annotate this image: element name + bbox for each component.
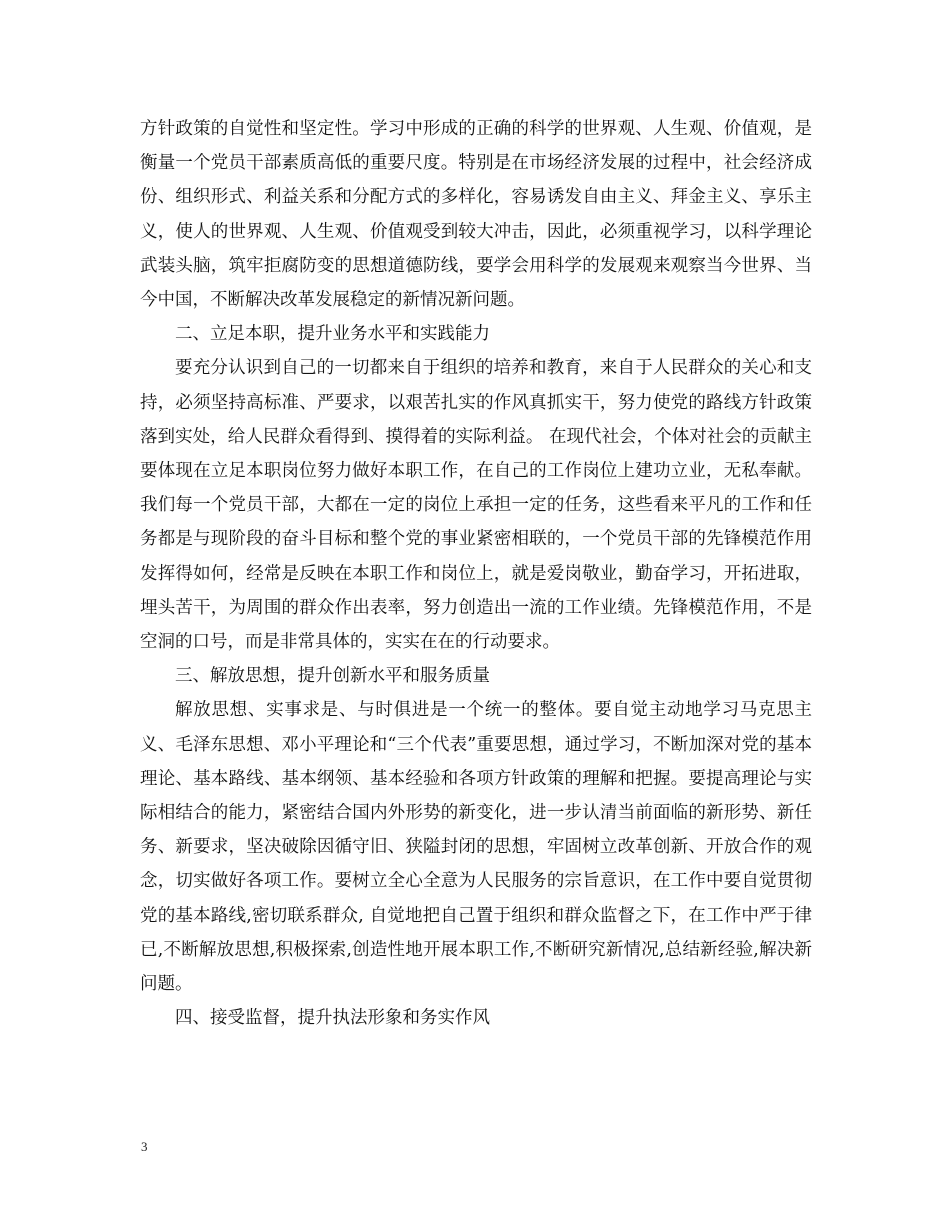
paragraph-continuation: 方针政策的自觉性和坚定性。学习中形成的正确的科学的世界观、人生观、价值观，是衡量一个党员干部素质高低的重要尺度。特别是在市场经济发展的过程中，社会经济成份、组织形式、利益关系和分配方式的多样化，容易诱发自由主义、拜金主义、享乐主义，使人的世界观、人生观、价值观受到较大冲击，因此，必须重视学习，以科学理论武装头脑，筑牢拒腐防变的思想道德防线，要学会用科学的发展观来观察当今世界、当今中国，不断解决改革发展稳定的新情况新问题。 [140,119,812,311]
document-body [140,112,812,1035]
section-heading-4: 四、接受监督，提升执法形象和务实作风 [175,1008,490,1029]
paragraph-section-2: 要充分认识到自己的一切都来自于组织的培养和教育，来自于人民群众的关心和支持，必须坚持高标准、严要求，以艰苦扎实的作风真抓实干，努力使党的路线方针政策落到实处，给人民群众看得到、摸得着的实际利益。 在现代社会，个体对社会的贡献主要体现在立足本职岗位努力做好本职工作，在自己的工作岗位上建功立业，无私奉献。我们每一个党员干部，大都在一定的岗位上承担一定的任务，这些看来平凡的工作和任务都是与现阶段的奋斗目标和整个党的事业紧密相联的，一个党员干部的先锋模范作用发挥得如何，经常是反映在本职工作和岗位上，就是爱岗敬业，勤奋学习，开拓进取，埋头苦干，为周围的群众作出表率，努力创造出一流的工作业绩。先锋模范作用，不是空洞的口号，而是非常具体的，实实在在的行动要求。 [140,358,812,653]
section-heading-2: 二、立足本职，提升业务水平和实践能力 [175,324,490,345]
section-heading-3: 三、解放思想，提升创新水平和服务质量 [175,666,490,687]
paragraph-section-3: 解放思想、实事求是、与时俱进是一个统一的整体。要自觉主动地学习马克思主义、毛泽东思想、邓小平理论和“三个代表”重要思想，通过学习，不断加深对党的基本理论、基本路线、基本纲领、基本经验和各项方针政策的理解和把握。要提高理论与实际相结合的能力，紧密结合国内外形势的新变化，进一步认清当前面临的新形势、新任务、新要求，坚决破除因循守旧、狭隘封闭的思想，牢固树立改革创新、开放合作的观念，切实做好各项工作。要树立全心全意为人民服务的宗旨意识，在工作中要自觉贯彻党的基本路线,密切联系群众, 自觉地把自己置于组织和群众监督之下，在工作中严于律已,不断解放思想,积极探索,创造性地开展本职工作,不断研究新情况,总结新经验,解决新问题。 [140,700,812,995]
page-number: 3 [141,1139,148,1154]
